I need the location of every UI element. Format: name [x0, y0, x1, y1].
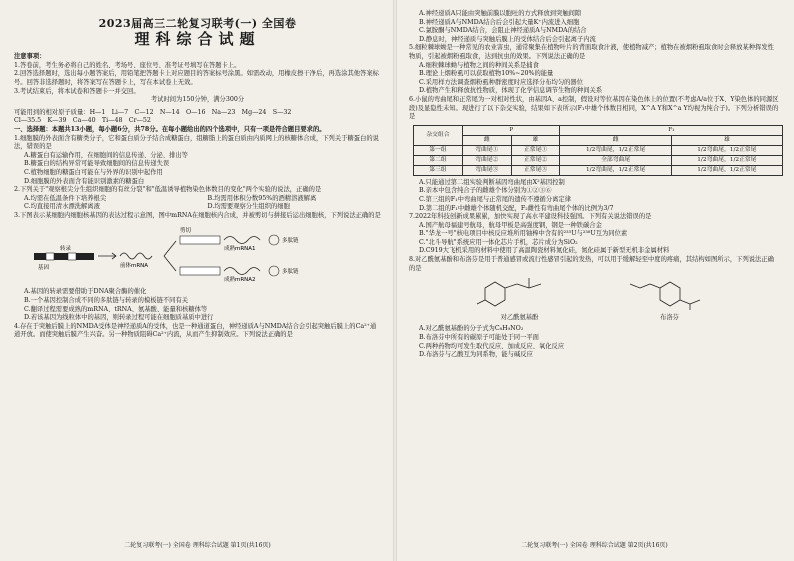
q6-option-a: A.只能通过第二组实验判断基因弯曲尾由X²基因控制	[419, 178, 565, 186]
q6-option-b: B.亲本中包含纯合子的雌雄个体分别为①②③⑥	[419, 187, 552, 195]
table-cell: 全部弯曲尾	[560, 155, 671, 165]
cross-results-table	[413, 125, 783, 176]
molecule-structures	[445, 276, 745, 322]
q1-option-b: B.糖蛋白的结构异常可能导致细胞间的信息传递失误	[24, 160, 170, 168]
ibuprofen-label: 布洛芬	[660, 313, 679, 321]
question-4: 4.存在于突触后膜上的NMDA受体是神经递质A的受体，也是一种通道蛋白，神经递质A与NMDA结合会引起突触后膜上的Ca²⁺通道开放。而使突触后膜产生兴奋。另一种物质阻碍Ca²⁺内流，从而产生抑制效应。下列说法正确的是	[14, 322, 377, 339]
exam-time-line: 考试时间为150分钟，满分300分	[150, 96, 245, 104]
notes-heading: 注意事项：	[14, 53, 46, 61]
q8-option-a: A.对乙酰氨基酚的分子式为C₈H₉NO₂	[419, 325, 524, 333]
q2-options-row-2	[14, 203, 381, 212]
q6-option-c: C.第三组的F₁中弯曲尾与正常尾的遗传不遵循分离定律	[419, 195, 572, 203]
question-7: 7.2022年科技创新成果累累，加快实现了高水平建设科技强国。下列有关说法错误的是	[409, 213, 652, 221]
table-cell: 正常尾③	[511, 165, 560, 175]
q4-option-c: C.氯胺酮与NMDA结合，会阻止神经递质A与NMDA的结合	[419, 27, 587, 35]
table-cell: 弯曲尾③	[462, 165, 511, 175]
table-cell: 弯曲尾①	[462, 145, 511, 155]
table-header-f1: F₁	[560, 125, 783, 135]
table-cell: 1/2弯曲尾，1/2正常尾	[671, 145, 782, 155]
fig-label-gene: 基因	[38, 265, 50, 272]
q7-option-b: B."华龙一号"核电项目中核反应堆所用铀棒中含有的²³⁵U与²³⁸U互为同位素	[419, 230, 628, 238]
table-cell: 第三组	[414, 165, 463, 175]
q8-option-b: B.布洛芬中所有的碳原子可能处于同一平面	[419, 334, 539, 342]
fig-label-splicing: 剪切	[180, 228, 192, 235]
page-gutter	[393, 0, 397, 561]
page-footer-1: 二轮复习联考(一) 全国卷 理科综合试题 第1页(共16页)	[124, 542, 271, 550]
q5-option-b: B.理论上烟粉虱可以获取植物10%~20%的能量	[419, 70, 554, 78]
exam-title: 2023届高三二轮复习联考(一) 全国卷	[98, 17, 297, 30]
note-2: 2.回答选择题时，选出每小题答案后，用铅笔把答题卡上对应题目的答案标号涂黑。如需改动，用橡皮擦干净后，再选涂其他答案标号。回答非选择题时，将答案写在答题卡上，写在本试卷上无效。	[14, 70, 379, 86]
q8-option-c: C.两种药物均可发生取代反应、加成反应、氧化反应	[419, 342, 565, 350]
q8-option-d: D.布洛芬与乙酸互为同系物，能与碱反应	[419, 351, 533, 359]
table-row	[414, 155, 783, 165]
q3-option-c: C.翻译过程需要成熟的mRNA、tRNA、氨基酸、能量和核糖体等	[24, 305, 208, 313]
gene-expression-figure	[24, 223, 324, 285]
atomic-masses: 可能用到的相对原子质量：H—1 Li—7 C—12 N—14 O—16 Na—23 Mg—24 S—32	[14, 108, 292, 116]
q2-option-b: B.均需用体积分数95%的酒精溶液解离	[207, 194, 317, 202]
q4-option-d: D.静息时，神经递质与突触后膜上的受体结合后会引起离子内流	[419, 35, 596, 43]
q5-option-a: A.细粒棘球蚴与植物之间的种间关系是捕食	[419, 61, 539, 69]
fig-label-peptide-2: 多肽链	[282, 269, 299, 276]
page-footer-2: 二轮复习联考(一) 全国卷 理科综合试题 第2页(共16页)	[521, 542, 668, 550]
q5-option-d: D.植物产生和释放抗性物质，体现了化学信息调节生物的种间关系	[419, 87, 603, 95]
q2-option-d: D.均需要观察分生组织的细胞	[207, 203, 290, 211]
exam-page-1	[6, 6, 389, 555]
table-row	[414, 145, 783, 155]
table-header-f1-female: 雌	[560, 135, 671, 145]
fig-label-mrna1: 成熟mRNA1	[224, 246, 256, 253]
table-cell: 第二组	[414, 155, 463, 165]
q2-option-a: A.均需在低温条件下培养根尖	[24, 194, 107, 202]
question-8: 8.对乙酰氨基酚和布洛芬是用于普通感冒或流行性感冒引起的发热，可以用于缓解轻至中度的疼痛，其结构如图所示，下列说法正确的是	[409, 256, 774, 272]
table-cell: 1/2弯曲尾，1/2正常尾	[671, 155, 782, 165]
ibuprofen-skeleton-icon	[625, 276, 715, 310]
fig-label-peptide-1: 多肽链	[282, 238, 299, 245]
table-row	[414, 165, 783, 175]
q7-option-c: C."北斗导航"系统应用一体化芯片手机，芯片成分为SiO₂	[419, 238, 578, 246]
acetaminophen-structure	[475, 276, 565, 322]
question-2: 2.下列关于"观察根尖分生组织细胞的有丝分裂"和"低温诱导植物染色体数目的变化"两个实验的说法，正确的是	[14, 186, 322, 194]
gene-expression-diagram	[24, 223, 324, 285]
q4-option-b: B.神经递质A与NMDA结合后会引起大量K⁺内流进入细胞	[419, 18, 580, 26]
q4-option-a: A.神经递质A只能由突触前膜以胞吐的方式释放到突触间隙	[419, 10, 582, 17]
question-3: 3.下图表示某细胞内细胞核基因的表达过程示意图，图中mRNA在细胞核内合成，并被剪切与拼接后运出细胞核，下列说法正确的是	[14, 211, 381, 219]
question-1: 1.细胞膜的外表面含有糖类分子，它和蛋白质分子结合成糖蛋白，组糖脂上的蛋白质由内质网上的核糖体合成，下列关于糖蛋白的说法，错误的是	[14, 134, 379, 151]
table-header-p-female: 雌	[462, 135, 511, 145]
table-header-p: P	[462, 125, 560, 135]
question-5: 5.细粒棘球蚴是一种常见的农业害虫，通常聚集在植物叶片的背面取食汁液，使植物减产；植物在被烟粉虱取食时会释放某种挥发性物质，引起被烟粉虱取食，达到抗虫的效果。下列说法正确的是	[409, 44, 774, 60]
q3-option-d: D.若该基因为线粒体中的基因，则转录过程可能在细胞质基质中进行	[24, 314, 214, 322]
ibuprofen-structure	[625, 276, 715, 322]
fig-label-mrna2: 成熟mRNA2	[224, 277, 256, 284]
q3-option-b: B.一个基因控制合成不同的多肽链与转录的模板链不同有关	[24, 297, 189, 305]
table-header-f1-male: 雄	[671, 135, 782, 145]
acetaminophen-label: 对乙酰氨基酚	[500, 313, 539, 321]
q1-option-c: C.植物细胞的糖蛋白可能在与外界的识别中起作用	[24, 168, 163, 176]
table-cell: 弯曲尾②	[462, 155, 511, 165]
table-header-p-male: 雄	[511, 135, 560, 145]
table-cell: 1/2弯曲尾，1/2正常尾	[671, 165, 782, 175]
exam-page-2	[401, 6, 788, 555]
q7-option-d: D.C919大飞机采用的材料中使用了高温陶瓷材料氮化硅，氮化硅属于新型无机非金属材料	[419, 247, 670, 255]
table-cell: 正常尾①	[511, 145, 560, 155]
atomic-masses-2: Cl—35.5 K—39 Ca—40 Ti—48 Cr—52	[14, 117, 151, 125]
q7-option-a: A.国产航母福建号航母，航母甲板是高强度钢，钢是一种铁碳合金	[419, 221, 602, 229]
q2-option-c: C.均直接用清水漂洗解离液	[24, 203, 100, 211]
fig-label-pre-mrna: 前体mRNA	[120, 263, 149, 270]
q1-option-d: D.细胞膜的外表面含有能识别激素的糖蛋白	[24, 177, 145, 185]
q2-options-row-1	[14, 195, 381, 204]
q6-option-d: D.第二组的F₁中雌雄个体随机交配，F₂雌性有弯曲尾个体的比例为3/7	[419, 204, 614, 212]
q3-option-a: A.基因的转录需要借助于DNA聚合酶的催化	[24, 288, 147, 296]
table-cell: 1/2弯曲尾，1/2正常尾	[560, 145, 671, 155]
table-cell: 1/2弯曲尾，1/2正常尾	[560, 165, 671, 175]
acetaminophen-skeleton-icon	[475, 276, 565, 310]
question-6: 6.小鼠的弯曲尾和正常尾为一对相对性状，由基因A、a控制，假设对等位基因在染色体上的位置(不考虑A/a位于X、Y染色体的同源区段)及显隐性未知。现进行了以下杂交实验，结果如下表所示(F₁中雄个体数目相同，X^A Y和X^a Y均视为纯合子)。下列分析错误的是	[409, 95, 779, 121]
q5-option-c: C.采用样方法调查烟粉虱种群密度时应选择分布均匀的器位	[419, 78, 584, 86]
table-cell: 第一组	[414, 145, 463, 155]
table-header-group: 杂交组合	[414, 125, 463, 145]
fig-label-transcription: 转录	[60, 246, 72, 253]
section-heading: 一、选择题：本题共13小题，每小题6分，共78分。在每小题给出的四个选项中，只有一项是符合题目要求的。	[14, 125, 326, 133]
note-1: 1.答卷前，考生务必将自己的姓名、考场号、座位号、准考证号填写在答题卡上。	[14, 61, 241, 69]
note-3: 3.考试结束后，将本试卷和答题卡一并交回。	[14, 87, 140, 95]
exam-subject-title: 理科综合试题	[134, 29, 261, 48]
table-cell: 正常尾②	[511, 155, 560, 165]
q1-option-a: A.糖蛋白有运输作用，在细胞间的信息传递、分泌、排出等	[24, 151, 188, 159]
